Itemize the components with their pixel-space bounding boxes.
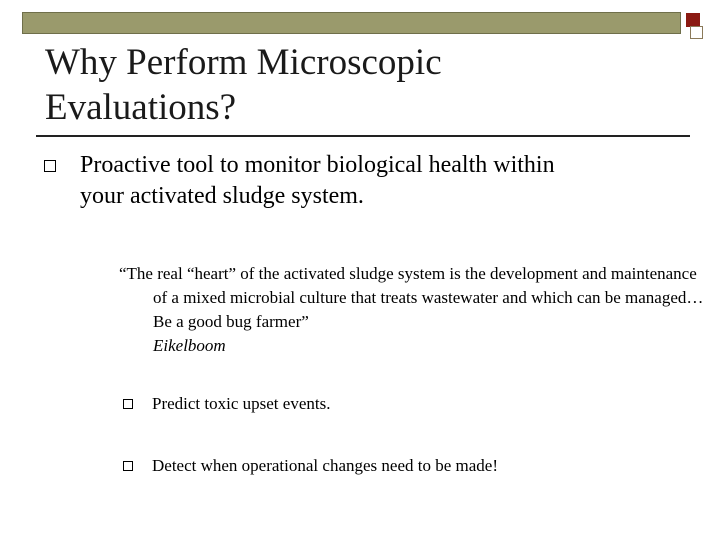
sub-bullet-square-icon [123,399,133,409]
title-divider [36,135,690,137]
sub-bullet-text-1: Predict toxic upset events. [152,394,331,413]
main-bullet-line-2: your activated sludge system. [80,183,364,209]
header-bar [22,12,681,34]
title-line-1: Why Perform Microscopic [45,42,442,83]
main-bullet-text [80,150,680,212]
corner-square-outline [690,26,703,39]
main-bullet-line-1: Proactive tool to monitor biological health within [80,152,555,178]
sub-bullet-square-icon [123,461,133,471]
slide-title [45,40,645,130]
corner-decoration [686,13,706,41]
quote-block [119,262,713,358]
sub-bullet-text-2: Detect when operational changes need to be made! [152,456,498,475]
quote-author: Eikelboom [153,336,226,355]
corner-square-red [686,13,700,27]
title-line-2: Evaluations? [45,87,237,128]
quote-text: “The real “heart” of the activated sludge system is the development and maintenance of a mixed microbial culture that treats wastewater and which can be managed… Be a good bug farmer” [119,264,704,331]
bullet-square-icon [44,160,56,172]
